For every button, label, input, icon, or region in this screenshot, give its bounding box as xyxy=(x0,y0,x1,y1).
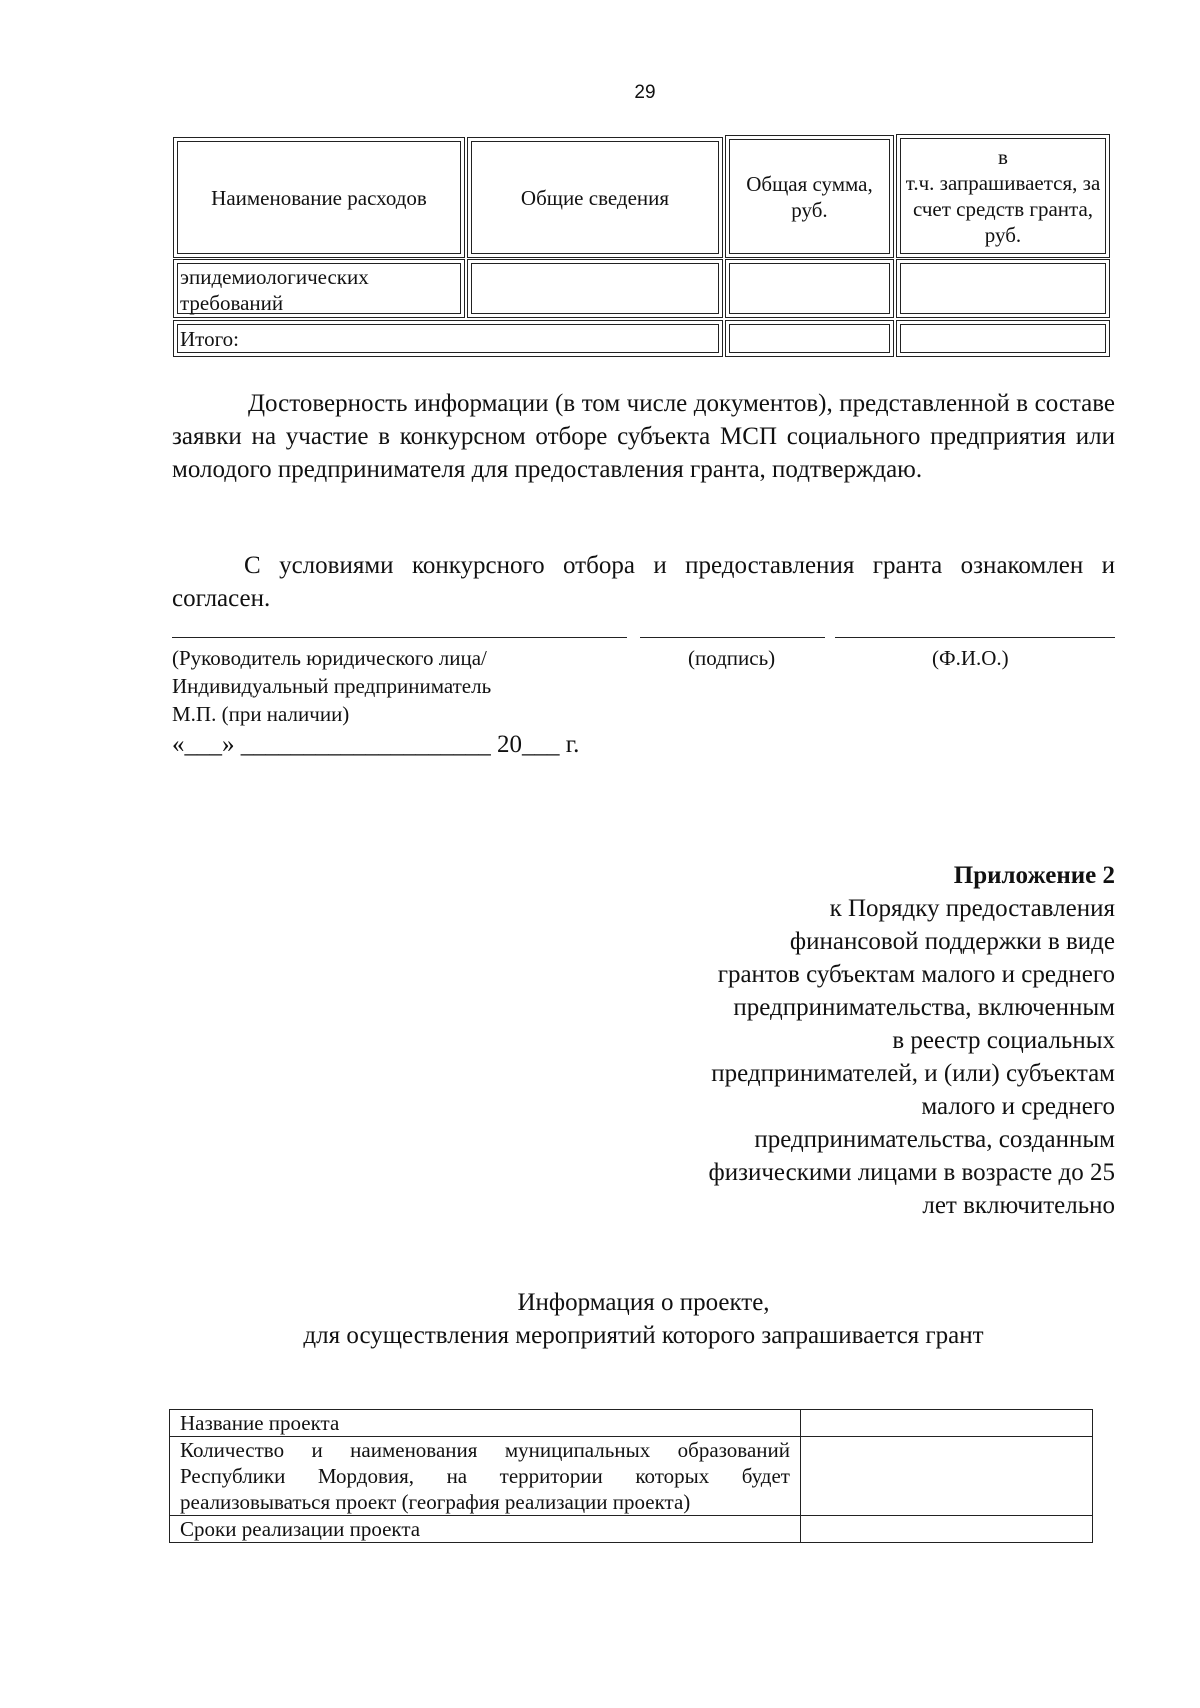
table-row xyxy=(170,1410,1093,1437)
appendix-heading: Приложение 2 xyxy=(953,862,1115,889)
signature-label: (подпись) xyxy=(688,646,776,670)
appendix-line: финансовой поддержки в виде xyxy=(789,928,1115,955)
appendix-line: к Порядку предоставления xyxy=(829,895,1115,922)
header-total-amount: Общая сумма, руб. xyxy=(725,135,894,258)
total-row-label: Итого: xyxy=(173,320,723,357)
fio-label: (Ф.И.О.) xyxy=(932,646,1009,670)
stamp-note: М.П. (при наличии) xyxy=(172,702,350,726)
header-requested-rest: т.ч. запрашивается, за счет средств гранта, руб. xyxy=(905,171,1101,247)
row-epidemiological-label: эпидемиологических требований xyxy=(173,259,465,318)
table-row xyxy=(170,1516,1093,1543)
project-timeline-value xyxy=(801,1516,1093,1543)
page-number: 29 xyxy=(634,82,656,103)
project-info-table xyxy=(169,1409,1093,1543)
header-expense-name: Наименование расходов xyxy=(173,137,465,258)
appendix-line: грантов субъектам малого и среднего xyxy=(717,961,1115,988)
appendix-line: лет включительно xyxy=(922,1192,1115,1219)
header-general-info: Общие сведения xyxy=(467,137,723,258)
confirmation-paragraph: Достоверность информации (в том числе документов), представленной в составе заявки на участие в конкурсном отборе субъекта МСП социального предприятия или молодого предпринимателя для предоставления гранта, подтверждаю. xyxy=(172,390,1115,483)
project-geography-label: Количество и наименования муниципальных образований Республики Мордовия, на территории которых будет реализовываться проект (география реализации проекта) xyxy=(170,1437,801,1516)
project-name-label: Название проекта xyxy=(170,1410,801,1437)
appendix-line: предпринимательства, созданным xyxy=(754,1126,1115,1153)
agreement-paragraph: С условиями конкурсного отбора и предоставления гранта ознакомлен и согласен. xyxy=(172,552,1115,612)
row-requested-cell xyxy=(896,259,1110,318)
header-requested-amount xyxy=(896,134,1110,258)
project-geography-value xyxy=(801,1437,1093,1516)
signatory-role-line2: Индивидуальный предприниматель xyxy=(172,674,492,698)
signature-line-role xyxy=(172,637,627,638)
project-info-subtitle: для осуществления мероприятий которого запрашивается грант xyxy=(303,1322,984,1349)
project-name-value xyxy=(801,1410,1093,1437)
signature-line-fio xyxy=(835,637,1115,638)
date-line: «___» ____________________ 20___ г. xyxy=(172,731,580,758)
table-row xyxy=(170,1437,1093,1516)
project-info-title: Информация о проекте, xyxy=(517,1289,770,1316)
header-requested-line1: в xyxy=(998,145,1008,169)
appendix-line: предпринимателей, и (или) субъектам xyxy=(711,1060,1115,1087)
signature-line-sign xyxy=(640,637,825,638)
row-general-cell xyxy=(467,259,723,318)
project-timeline-label: Сроки реализации проекта xyxy=(170,1516,801,1543)
row-total-cell xyxy=(725,259,894,318)
total-row-requested-cell xyxy=(896,320,1110,357)
appendix-block xyxy=(595,859,1115,1222)
appendix-line: малого и среднего xyxy=(921,1093,1115,1120)
appendix-line: в реестр социальных xyxy=(892,1027,1115,1054)
total-row-amount-cell xyxy=(725,320,894,357)
signatory-role-line1: (Руководитель юридического лица/ xyxy=(172,646,487,670)
appendix-line: физическими лицами в возрасте до 25 xyxy=(708,1159,1115,1186)
appendix-line: предпринимательства, включенным xyxy=(733,994,1115,1021)
